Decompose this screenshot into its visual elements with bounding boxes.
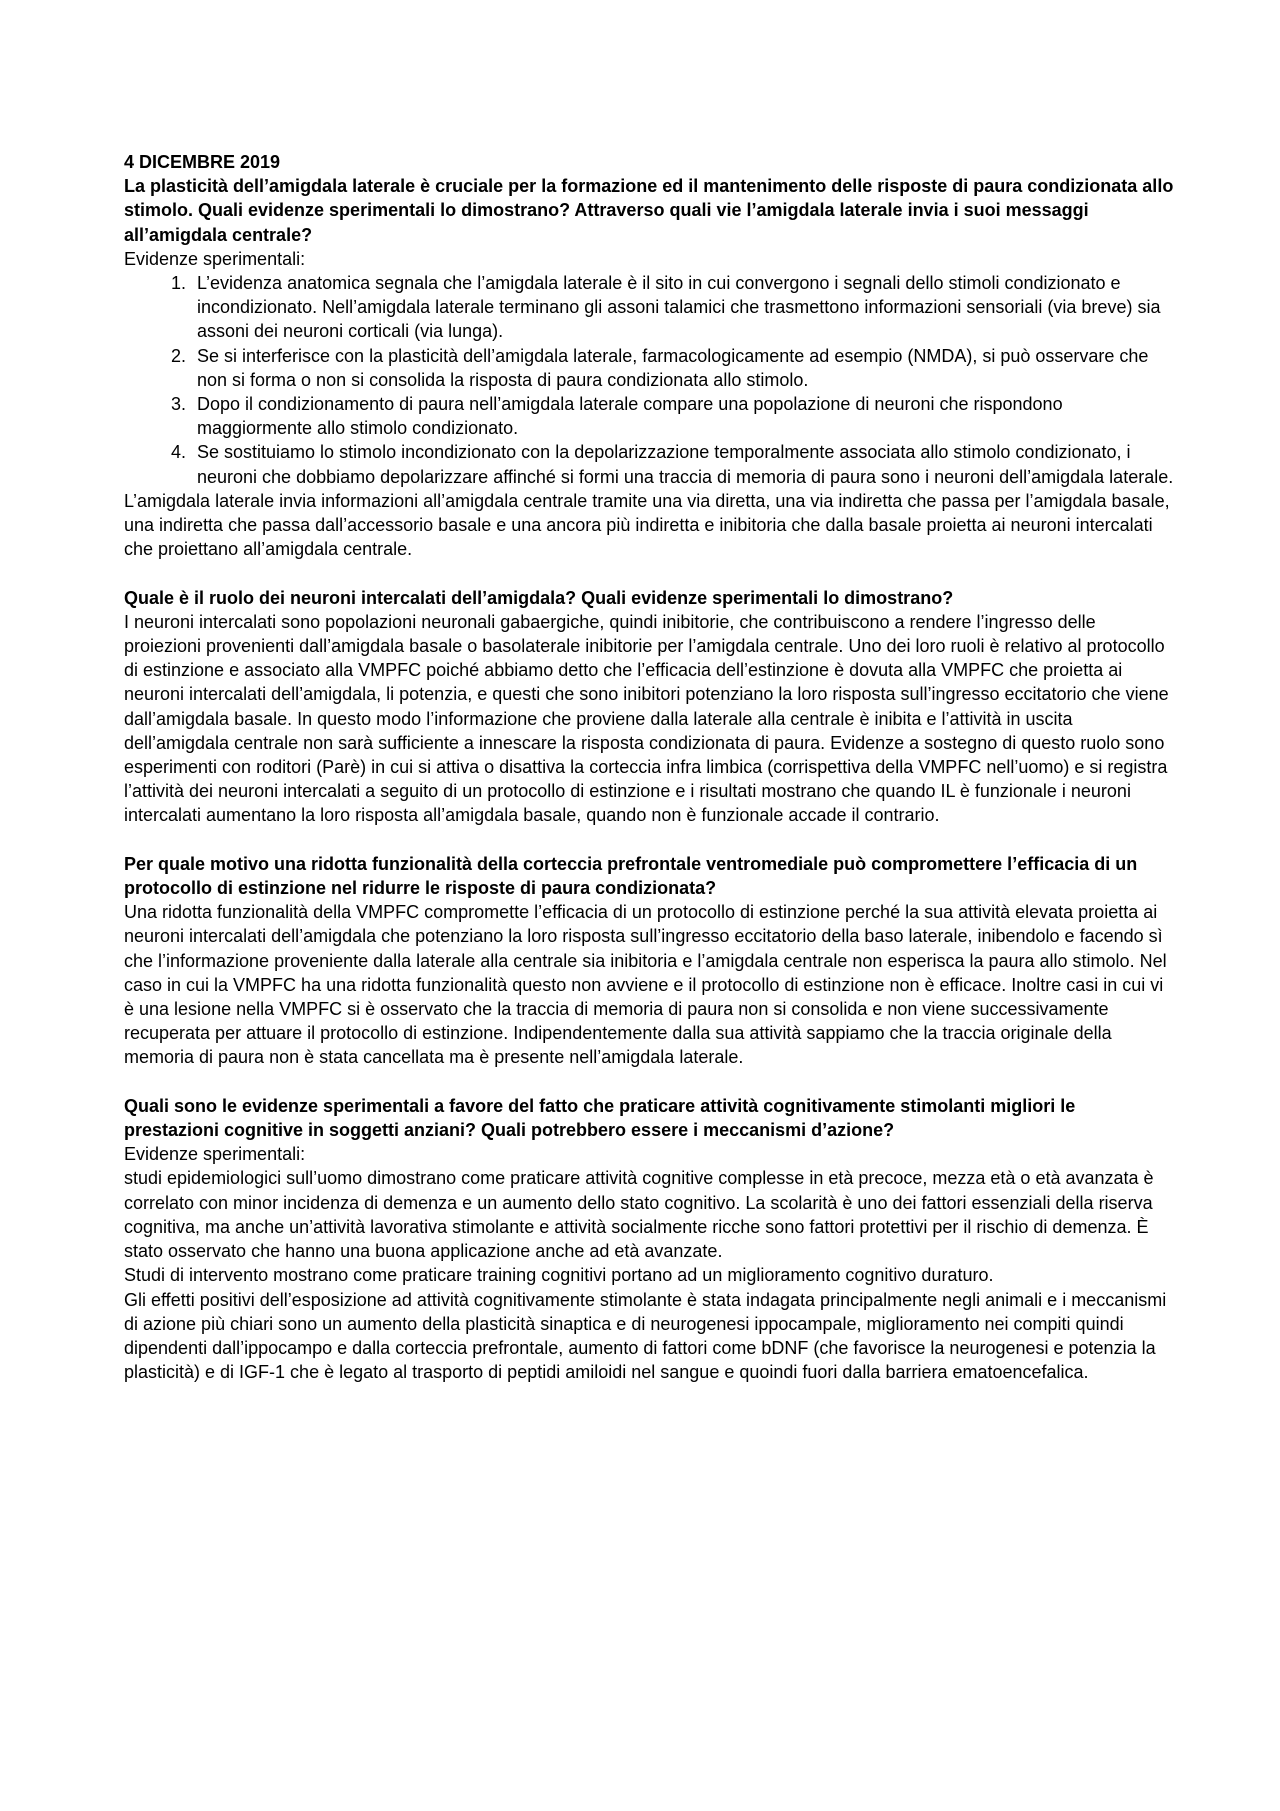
list-text: Se si interferisce con la plasticità dell’amigdala laterale, farmacologicamente ad esempio (NMDA), si può osservare che non si forma o non si consolida la risposta di paura condizionata allo stimolo. (197, 345, 1149, 390)
list-item (170, 344, 1174, 392)
answer-3: Una ridotta funzionalità della VMPFC compromette l’efficacia di un protocollo di estinzione perché la sua attività elevata proietta ai neuroni intercalati dell’amigdala che potenziano la loro risposta sull’ingresso eccitatorio della baso laterale, inibendolo e facendo sì che l’informazione proveniente dalla laterale alla centrale sia inibitoria e l’amigdala centrale non esperisca la paura allo stimolo. Nel caso in cui la VMPFC ha una ridotta funzionalità questo non avviene e il protocollo di estinzione non è efficace. Inoltre casi in cui vi è una lesione nella VMPFC si è osservato che la traccia di memoria di paura non si consolida e non viene successivamente recuperata per attuare il protocollo di estinzione. Indipendentemente dalla sua attività sappiamo che la traccia originale della memoria di paura non è stata cancellata ma è presente nell’amigdala laterale. (124, 902, 1167, 1068)
list-number: 3. (170, 394, 186, 415)
list-item (170, 440, 1174, 488)
list-item (170, 392, 1174, 440)
question-3: Per quale motivo una ridotta funzionalità della corteccia prefrontale ventromediale può compromettere l’efficacia di un protocollo di estinzione nel ridurre le risposte di paura condizionata? (124, 853, 1138, 899)
answer-1: L’amigdala laterale invia informazioni all’amigdala centrale tramite una via diretta, una via indiretta che passa per l’amigdala basale, una indiretta che passa dall’accessorio basale e una ancora più indiretta e inibitoria che dalla basale proietta ai neuroni intercalati che proiettano all’amigdala centrale. (124, 490, 1170, 560)
paragraph-spacer (124, 561, 1174, 585)
list-text: Se sostituiamo lo stimolo incondizionato con la depolarizzazione temporalmente associata allo stimolo condizionato, i neuroni che dobbiamo depolarizzare affinché si formi una traccia di memoria di paura sono i neuroni dell’amigdala laterale. (197, 442, 1174, 487)
paragraph-spacer (124, 828, 1174, 852)
question-2: Quale è il ruolo dei neuroni intercalati dell’amigdala? Quali evidenze sperimentali lo dimostrano? (124, 587, 954, 608)
list-item (170, 271, 1174, 344)
paragraph-spacer (124, 1070, 1174, 1094)
answer-2: I neuroni intercalati sono popolazioni neuronali gabaergiche, quindi inibitorie, che contribuiscono a rendere l’ingresso delle proiezioni provenienti dall’amigdala basale o basolaterale inibitorie per l’amigdala centrale. Uno dei loro ruoli è relativo al protocollo di estinzione e associato alla VMPFC poiché abbiamo detto che l’efficacia dell’estinzione è dovuta alla VMPFC che proietta ai neuroni intercalati dell’amigdala, li potenzia, e questi che sono inibitori potenziano la loro risposta sull’ingresso eccitatorio che viene dall’amigdala basale. In questo modo l’informazione che proviene dalla laterale alla centrale è inibita e l’attività in uscita dell’amigdala centrale non sarà sufficiente a innescare la risposta condizionata di paura. Evidenze a sostegno di questo ruolo sono esperimenti con roditori (Parè) in cui si attiva o disattiva la corteccia infra limbica (corrispettiva della VMPFC nell’uomo) e si registra l’attività dei neuroni intercalati a seguito di un protocollo di estinzione e i risultati mostrano che quando IL è funzionale i neuroni intercalati aumentano la loro risposta all’amigdala basale, quando non è funzionale accade il contrario. (124, 611, 1169, 826)
evidence-intro-1: Evidenze sperimentali: (124, 248, 306, 269)
document-page (124, 150, 1174, 1384)
question-4: Quali sono le evidenze sperimentali a favore del fatto che praticare attività cognitivamente stimolanti migliori le prestazioni cognitive in soggetti anziani? Quali potrebbero essere i meccanismi d’azione? (124, 1095, 1076, 1141)
answer-4-paragraph-1: studi epidemiologici sull’uomo dimostrano come praticare attività cognitive complesse in età precoce, mezza età o età avanzata è correlato con minor incidenza di demenza e un aumento dello stato cognitivo. La scolarità è uno dei fattori essenziali della riserva cognitiva, ma anche un’attività lavorativa stimolante e attività socialmente ricche sono fattori protettivi per il rischio di demenza. È stato osservato che hanno una buona applicazione anche ad età avanzate. (124, 1168, 1154, 1262)
question-1: La plasticità dell’amigdala laterale è cruciale per la formazione ed il mantenimento delle risposte di paura condizionata allo stimolo. Quali evidenze sperimentali lo dimostrano? Attraverso quali vie l’amigdala laterale invia i suoi messaggi all’amigdala centrale? (124, 176, 1174, 245)
list-number: 1. (170, 273, 186, 294)
evidence-list (124, 271, 1174, 489)
document-date: 4 DICEMBRE 2019 (124, 152, 281, 172)
list-number: 2. (170, 345, 186, 366)
list-number: 4. (170, 442, 186, 463)
answer-4-paragraph-2: Studi di intervento mostrano come praticare training cognitivi portano ad un miglioramento cognitivo duraturo. (124, 1265, 994, 1286)
evidence-intro-4: Evidenze sperimentali: (124, 1144, 306, 1165)
answer-4-paragraph-3: Gli effetti positivi dell’esposizione ad attività cognitivamente stimolante è stata indagata principalmente negli animali e i meccanismi di azione più chiari sono un aumento della plasticità sinaptica e di neurogenesi ippocampale, miglioramento nei compiti quindi dipendenti dall’ippocampo e dalla corteccia prefrontale, aumento di fattori come bDNF (che favorisce la neurogenesi e potenzia la plasticità) e di IGF-1 che è legato al trasporto di peptidi amiloidi nel sangue e quoindi fuori dalla barriera ematoencefalica. (124, 1289, 1167, 1383)
list-text: Dopo il condizionamento di paura nell’amigdala laterale compare una popolazione di neuroni che rispondono maggiormente allo stimolo condizionato. (197, 394, 1063, 439)
list-text: L’evidenza anatomica segnala che l’amigdala laterale è il sito in cui convergono i segnali dello stimoli condizionato e incondizionato. Nell’amigdala laterale terminano gli assoni talamici che trasmettono informazioni sensoriali (via breve) sia assoni dei neuroni corticali (via lunga). (197, 273, 1161, 342)
